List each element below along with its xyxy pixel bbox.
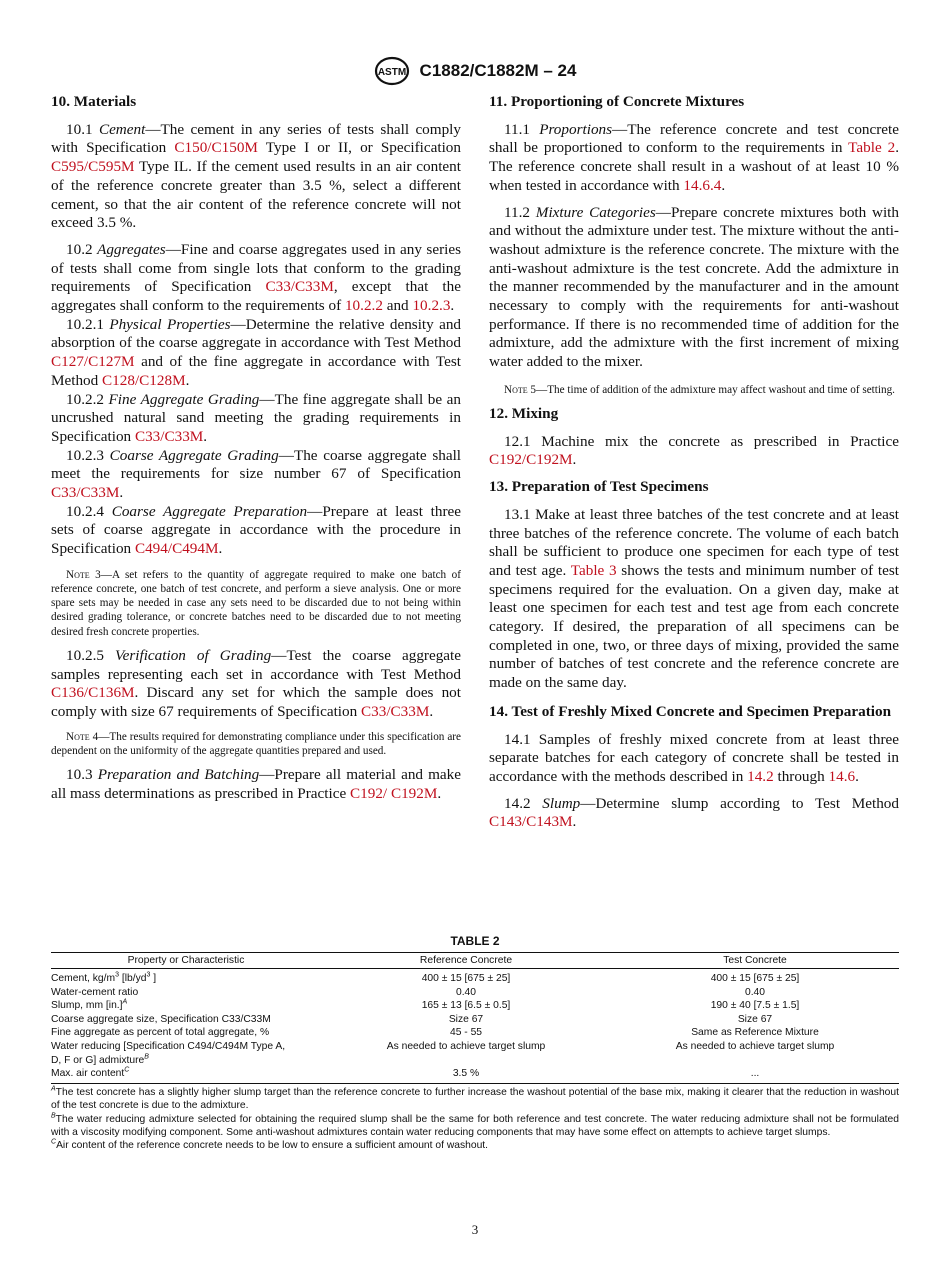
ref-link[interactable]: C192/ C192M [350,784,438,802]
table-cell: 0.40 [455,986,477,998]
table-cell: 45 - 55 [449,1027,483,1039]
table-header-row [51,953,899,969]
left-column [51,93,461,804]
table-row [51,1013,899,1027]
table-cell: As needed to achieve target slump [675,1040,835,1052]
ref-link[interactable]: C33/C33M [134,427,204,445]
table-cell: 400 ± 15 [675 ± 25] [421,973,511,984]
table-footnote-b: $^B$The water reducing admixture selected for obtaining the required slump shall be the same for both reference and test concrete. The water reducing admixture shall not be formulated with a viscosity modifying component. Some anti-washout admixtures contain water reducing components that may have some effect on attempts to achieve target slumps. [51,1112,899,1138]
section-heading-12: 12. Mixing [489,405,559,423]
ref-link[interactable]: 10.2.3 [412,297,451,315]
paragraph-10-2-4: 10.2.4 Coarse Aggregate Preparation—Prepare at least three sets of coarse aggregate in accordance with the procedure in Specification C494/C494M. [51,502,461,558]
right-column [489,93,899,832]
paragraph-14-2: 14.2 Slump—Determine slump according to Test Method C143/C143M. [489,794,899,831]
table-cell-property: Cement, $kg/m^3$ [$lb/yd^3$ ] [51,971,157,984]
table-row [51,999,899,1013]
table-cell: 3.5 % [321,1067,611,1083]
table-row [51,1040,899,1067]
paragraph-10-1: 10.1 Cement—The cement in any series of tests shall comply with Specification C150/C150M Type I or II, or Specification C595/C595M Type IL. If the cement used results in an air content of the reference concrete greater than 3.5 %, select a different cement, so that the air content of the reference concrete will not exceed 3.5 %. [51,120,461,232]
ref-link[interactable]: C494/C494M [134,540,219,558]
section-heading-13: 13. Preparation of Test Specimens [489,478,709,496]
table-cell-property: Water-cement ratio [51,986,139,998]
table-cell-property: Fine aggregate as percent of total aggregate, % [51,1027,270,1039]
table-footnote-a: $^A$The test concrete has a slightly higher slump target than the reference concrete to further increase the washout potential of the base mix, making it clearer that the reduction in washout of the test concrete is due to the admixture. [51,1085,899,1112]
table-cell: Size 67 [737,1013,773,1025]
table-cell: Same as Reference Mixture [691,1027,819,1039]
paragraph-10-2-2: 10.2.2 Fine Aggregate Grading—The fine aggregate shall be an uncrushed natural sand meeting the grading requirements in Specification C33/C33M. [51,390,461,445]
table-cell: 0.40 [744,986,766,998]
paragraph-14-1: 14.1 Samples of freshly mixed concrete from at least three separate batches for each category of concrete shall be tested in accordance with the methods described in 14.2 through 14.6. [489,730,899,785]
page-number: 3 [471,1222,479,1237]
table-cell: 165 ± 13 [6.5 ± 0.5] [421,1000,511,1012]
paragraph-10-2-3: 10.2.3 Coarse Aggregate Grading—The coarse aggregate shall meet the requirements for size number 67 of Specification C33/C33M. [51,446,462,502]
ref-link[interactable]: 14.2 [747,768,774,785]
ref-link[interactable]: C128/C128M [102,371,186,389]
table-cell-property: Coarse aggregate size, Specification C33/C33M [51,1013,271,1025]
ref-link[interactable]: C33/C33M [361,703,430,720]
ref-link[interactable]: C192/C192M [489,451,573,469]
paragraph-11-1: 11.1 Proportions—The reference concrete and test concrete shall be proportioned to conform to the requirements in Table 2. The reference concrete shall result in a washout of at least 10 % when tested in accordance with 14.6.4. [489,120,900,194]
ref-link[interactable]: 10.2.2 [344,297,383,315]
paragraph-10-2-1: 10.2.1 Physical Properties—Determine the relative density and absorption of the coarse aggregate in accordance with Test Method C127/C127M and of the fine aggregate in accordance with Test Method C128/C128M. [51,315,462,389]
ref-link[interactable]: C33/C33M [51,484,120,502]
section-heading-10: 10. Materials [51,93,137,110]
section-heading-14: 14. Test of Freshly Mixed Concrete and Specimen Preparation [489,702,892,720]
page-header [0,56,950,86]
astm-logo-icon [374,56,410,86]
table-row [51,1067,899,1083]
table-cell: 190 ± 40 [7.5 ± 1.5] [710,1000,800,1012]
table-row [51,986,899,1000]
ref-link[interactable]: C33/C33M [265,278,334,296]
table-cell-property: Slump, mm $[in.]^A$ [51,998,128,1012]
table-header-cell: Test Concrete [611,953,899,969]
table-2 [51,934,899,1153]
ref-link[interactable]: 14.6.4 [683,176,722,194]
ref-link[interactable]: C143/C143M [489,813,573,831]
ref-link[interactable]: C595/C595M [51,158,135,176]
table-row [51,1026,899,1040]
table-cell-property: Max. air content$^C$ [51,1067,321,1083]
paragraph-10-2-5: 10.2.5 Verification of Grading—Test the coarse aggregate samples representing each set in accordance with Test Method C136/C136M. Discard any set for which the sample does not comply with size 67 requirements of Specification C33/C33M. [51,646,462,720]
table-row [51,969,899,986]
note-4: Note 4—The results required for demonstrating compliance under this specification are dependent on the uniformity of the aggregate quantities prepared and used. [51,730,462,757]
ref-link[interactable]: C127/C127M [51,353,135,371]
table-cell-property: Water reducing [Specification C494/C494M Type A, D, F or G] admixture$^B$ [51,1040,286,1066]
ref-link[interactable]: 14.6 [828,768,856,785]
table-footnote-c: $^C$Air content of the reference concrete needs to be low to ensure a sufficient amount of washout. [51,1138,489,1152]
note-3: Note 3—A set refers to the quantity of aggregate required to make one batch of reference concrete, one batch of test concrete, and perform a sieve analysis. One or more spare sets may be needed in case any sets need to be discarded due to not being within desired grading tolerance, or concrete batches need to be discarded due to not meeting desired fresh concrete properties. [51,568,461,638]
table-cell: ... [611,1067,899,1083]
table-title: TABLE 2 [450,934,500,948]
paragraph-10-3: 10.3 Preparation and Batching—Prepare all material and make all mass determinations as prescribed in Practice C192/ C192M. [51,766,462,802]
table-header-cell: Reference Concrete [321,953,611,969]
note-5: Note 5—The time of addition of the admixture may affect washout and time of setting. [504,383,895,396]
table-2-grid [51,952,899,1084]
document-designation: C1882/C1882M – 24 [419,61,577,80]
table-cell: Size 67 [448,1013,484,1025]
table-cell: 400 ± 15 [675 ± 25] [710,973,800,984]
paragraph-11-2: 11.2 Mixture Categories—Prepare concrete mixtures both with and without the admixture under test. The mixture without the anti-washout admixture is the reference concrete. The mixture with the anti-washout admixture is the test concrete. Add the admixture in the manner recommended by the manufacturer and in the amount necessary to comply with the requirements for anti-washout performance. If there is no recommended time of addition for the admixture, add the admixture with the first increment of mixing water added to the mixer. [489,203,899,371]
table-header-cell: Property or Characteristic [51,953,321,969]
paragraph-10-2: 10.2 Aggregates—Fine and coarse aggregates used in any series of tests shall come from single lots that conform to the grading requirements of Specification C33/C33M, except that the aggregates shall conform to the requirements of 10.2.2 and 10.2.3. [51,240,462,315]
section-heading-11: 11. Proportioning of Concrete Mixtures [489,93,745,110]
ref-link[interactable]: Table 3 [570,561,617,579]
ref-link[interactable]: C136/C136M [51,684,135,702]
svg-text:ASTM: ASTM [377,67,406,78]
table-cell: As needed to achieve target slump [386,1040,546,1052]
ref-link[interactable]: C150/C150M [174,139,258,157]
paragraph-12-1: 12.1 Machine mix the concrete as prescribed in Practice C192/C192M. [489,432,899,469]
paragraph-13-1: 13.1 Make at least three batches of the test concrete and at least three batches of the reference concrete. The volume of each batch shall be sufficient to produce one specimen for each type of test and test age. Table 3 shows the tests and minimum number of test specimens required for the evaluation. On a given day, make at least one specimen for each test and test age from each concrete category. If desired, the preparation of all specimens can be completed in one, two, or three days of mixing, provided the same number of batches of test concrete and the reference concrete are made on the same day. [489,505,899,692]
ref-link[interactable]: Table 2 [848,139,896,157]
